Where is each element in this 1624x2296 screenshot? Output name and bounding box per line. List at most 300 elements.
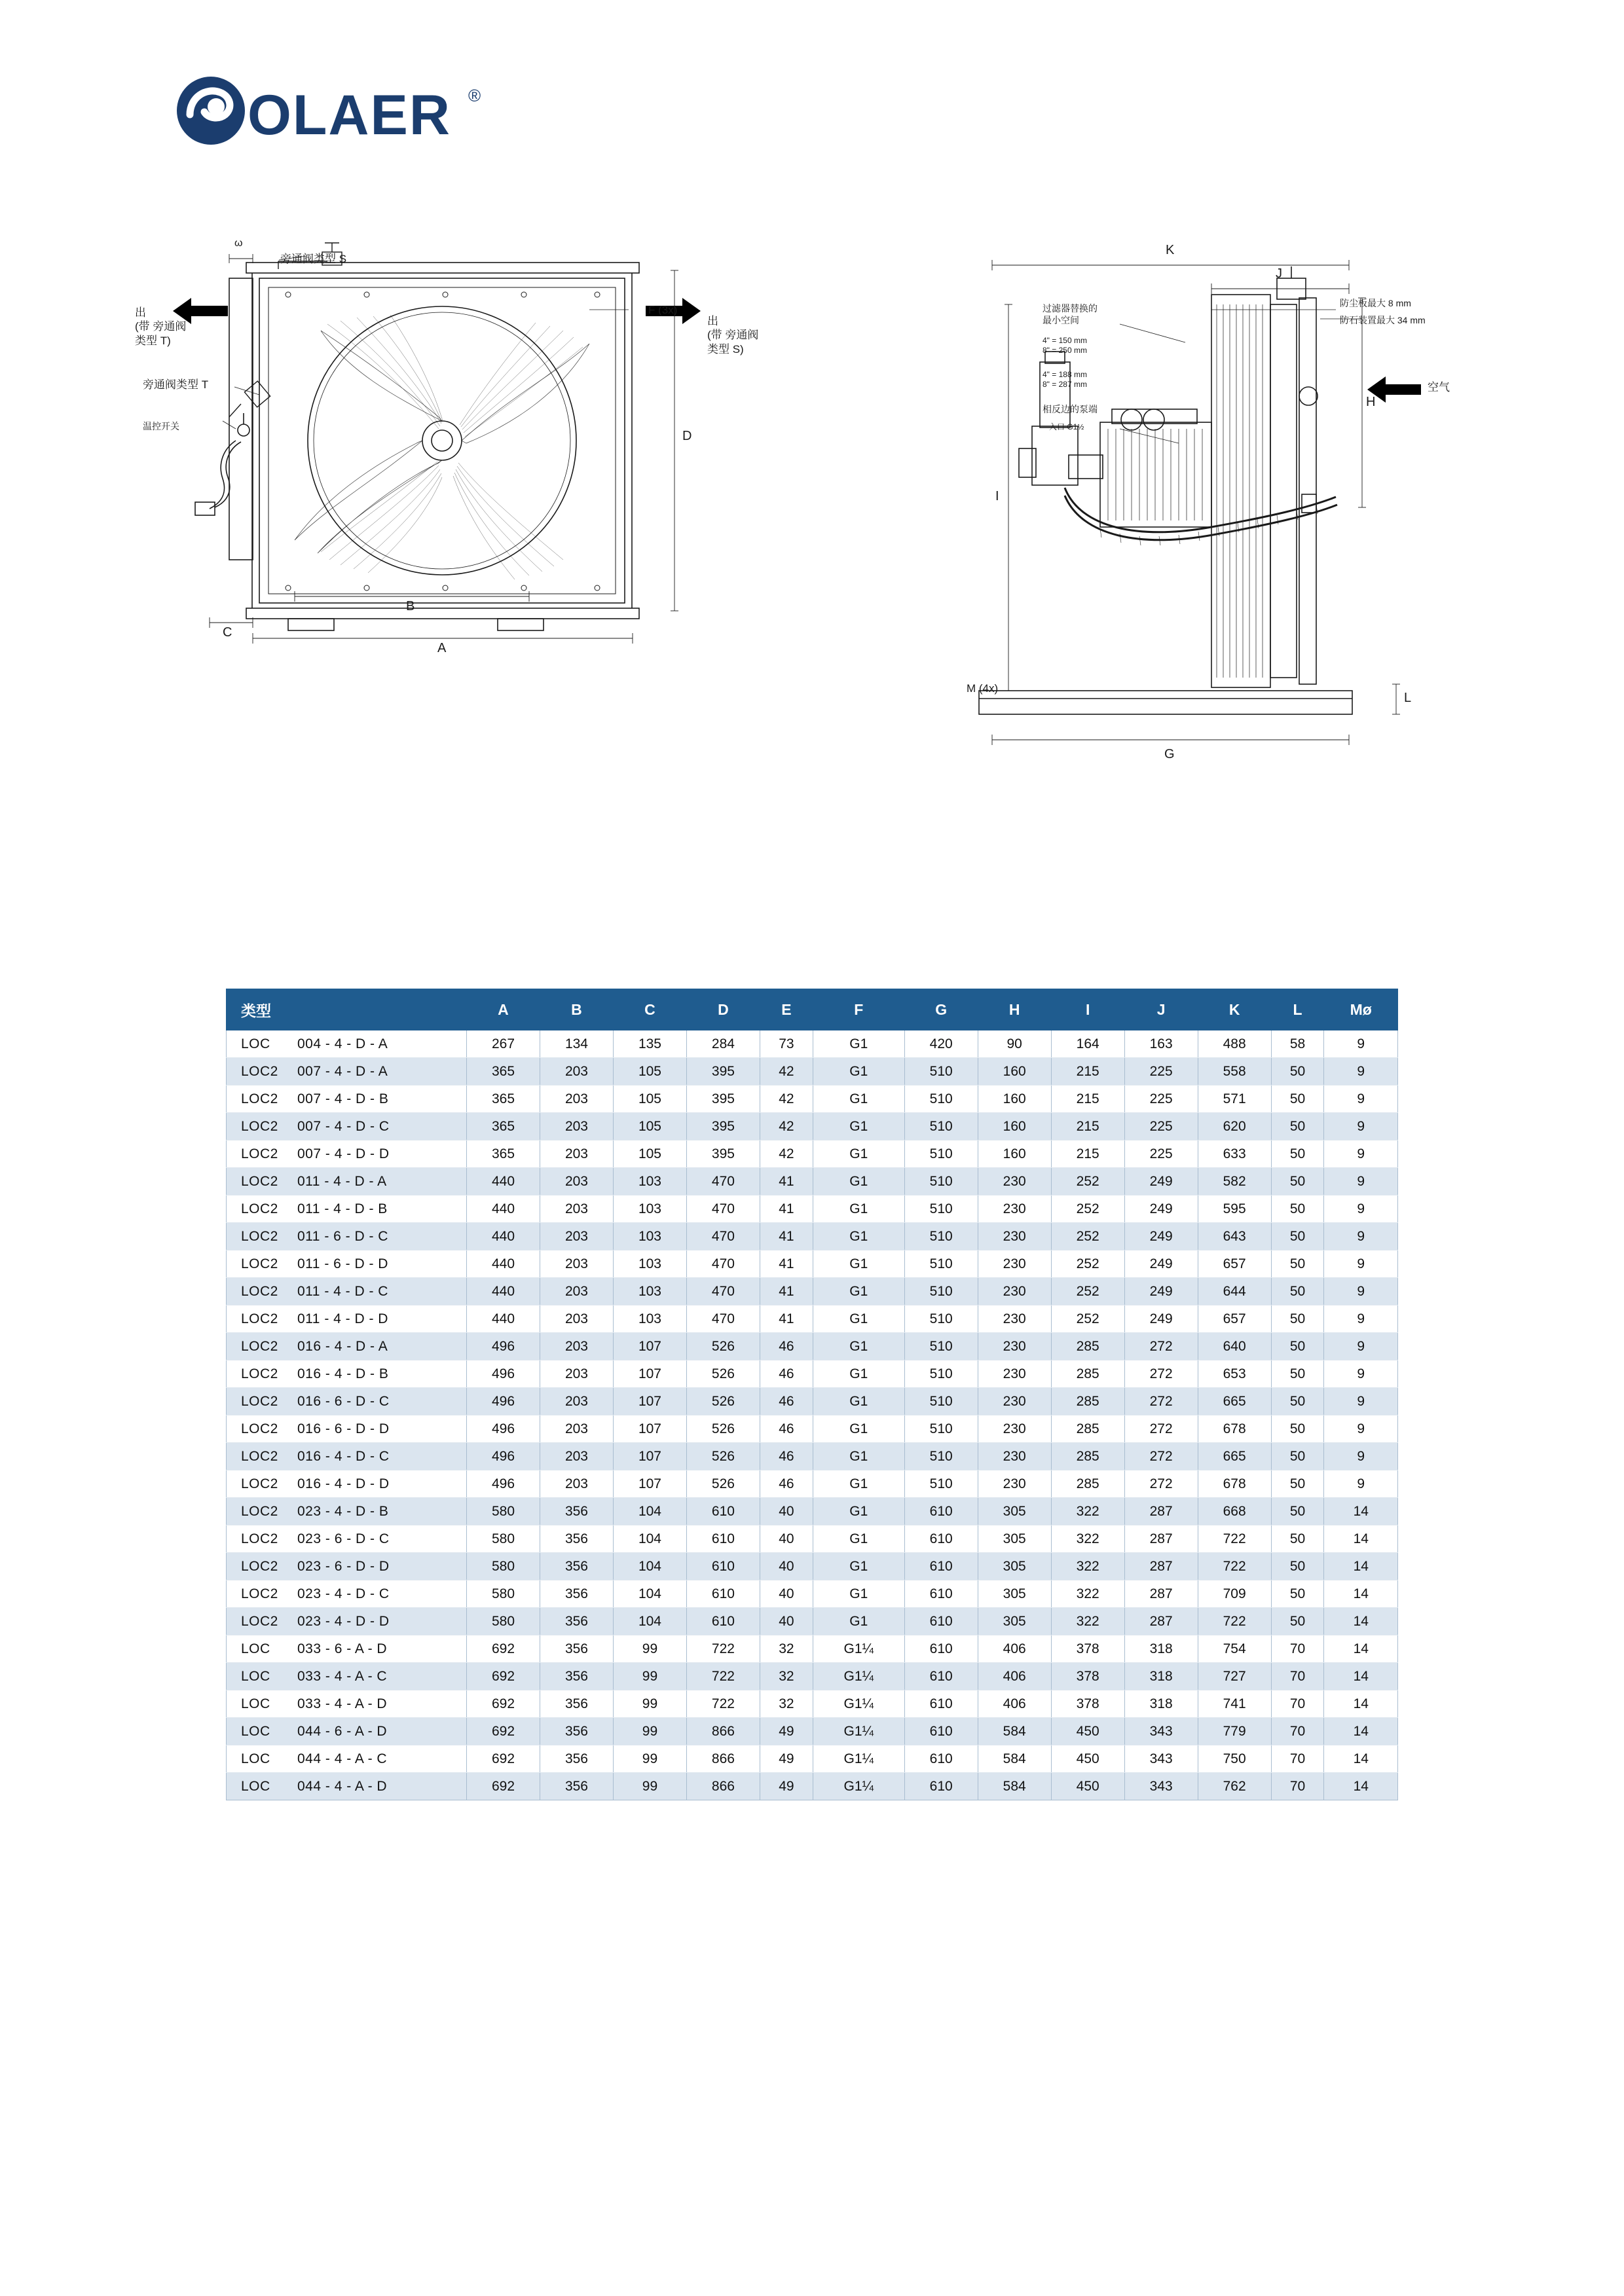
cell-h: 160 (978, 1058, 1051, 1085)
cell-f: G1 (813, 1333, 904, 1360)
table-row (227, 1030, 1398, 1058)
cell-f: G1 (813, 1278, 904, 1305)
label-filter-space-4-8-a: 4" = 150 mm 8" = 250 mm (1043, 336, 1087, 355)
cell-i: 252 (1051, 1168, 1124, 1195)
registered-mark: ® (468, 86, 481, 105)
cell-k: 558 (1198, 1058, 1271, 1085)
table-row (227, 1250, 1398, 1278)
col-header-k: K (1198, 989, 1271, 1030)
cell-g: 510 (904, 1388, 978, 1415)
cell-e: 40 (760, 1608, 813, 1635)
label-bypass-valve-s: 旁通阀类型 S (280, 253, 347, 265)
col-header-l: L (1271, 989, 1324, 1030)
cell-a: 440 (467, 1278, 540, 1305)
table-row (227, 1470, 1398, 1498)
cell-k: 722 (1198, 1525, 1271, 1553)
cell-j: 287 (1124, 1608, 1198, 1635)
table-row (227, 1058, 1398, 1085)
cell-j: 272 (1124, 1443, 1198, 1470)
cell-type (227, 1470, 467, 1498)
dim-g: G (1164, 747, 1175, 761)
cell-type (227, 1580, 467, 1608)
cell-i: 252 (1051, 1305, 1124, 1333)
cell-f: G1 (813, 1140, 904, 1168)
table-row (227, 1773, 1398, 1800)
table-row (227, 1388, 1398, 1415)
col-header-f: F (813, 989, 904, 1030)
cell-i: 322 (1051, 1580, 1124, 1608)
type-series: LOC2 (241, 1118, 278, 1134)
cell-f: G1 (813, 1168, 904, 1195)
cell-j: 287 (1124, 1553, 1198, 1580)
cell-a: 440 (467, 1168, 540, 1195)
cell-g: 510 (904, 1223, 978, 1250)
cell-b: 203 (540, 1195, 613, 1223)
cell-g: 510 (904, 1168, 978, 1195)
cell-i: 252 (1051, 1195, 1124, 1223)
cell-d: 610 (686, 1525, 760, 1553)
label-dust-guard-max: 防尘板最大 8 mm (1340, 298, 1411, 308)
cell-d: 395 (686, 1058, 760, 1085)
cell-c: 103 (613, 1278, 686, 1305)
cell-h: 230 (978, 1470, 1051, 1498)
cell-b: 203 (540, 1443, 613, 1470)
cell-l: 70 (1271, 1635, 1324, 1663)
cell-m: 9 (1324, 1195, 1398, 1223)
dim-a: A (437, 641, 447, 655)
cell-a: 580 (467, 1553, 540, 1580)
cell-b: 203 (540, 1305, 613, 1333)
type-series: LOC2 (241, 1283, 278, 1299)
cell-type (227, 1030, 467, 1058)
cell-type (227, 1498, 467, 1525)
cell-l: 50 (1271, 1553, 1324, 1580)
table-row (227, 1690, 1398, 1718)
cell-m: 14 (1324, 1773, 1398, 1800)
side-view-svg (904, 232, 1565, 776)
type-model: 007 - 4 - D - A (297, 1063, 388, 1079)
cell-g: 610 (904, 1498, 978, 1525)
type-model: 011 - 4 - D - C (297, 1283, 388, 1299)
cell-c: 105 (613, 1113, 686, 1140)
cell-l: 50 (1271, 1525, 1324, 1553)
cell-f: G1 (813, 1553, 904, 1580)
cell-f: G1 (813, 1305, 904, 1333)
cell-e: 46 (760, 1333, 813, 1360)
cell-j: 287 (1124, 1498, 1198, 1525)
table-row (227, 1608, 1398, 1635)
type-series: LOC2 (241, 1421, 278, 1436)
col-header-type: 类型 (227, 989, 467, 1030)
cell-h: 160 (978, 1140, 1051, 1168)
cell-a: 692 (467, 1718, 540, 1745)
cell-k: 665 (1198, 1388, 1271, 1415)
cell-type (227, 1608, 467, 1635)
label-filter-space: 过滤器替换的 最小空间 (1043, 303, 1098, 325)
cell-m: 9 (1324, 1113, 1398, 1140)
cell-k: 644 (1198, 1278, 1271, 1305)
cell-d: 866 (686, 1773, 760, 1800)
label-stone-guard-max: 防石装置最大 34 mm (1340, 315, 1426, 325)
cell-c: 107 (613, 1360, 686, 1388)
cell-type (227, 1278, 467, 1305)
cell-a: 580 (467, 1580, 540, 1608)
cell-c: 105 (613, 1058, 686, 1085)
cell-a: 440 (467, 1250, 540, 1278)
type-model: 023 - 6 - D - D (297, 1558, 390, 1574)
type-series: LOC2 (241, 1338, 278, 1354)
cell-g: 420 (904, 1030, 978, 1058)
cell-m: 14 (1324, 1608, 1398, 1635)
cell-b: 203 (540, 1278, 613, 1305)
dim-w: ω (234, 238, 243, 249)
col-header-j: J (1124, 989, 1198, 1030)
cell-l: 50 (1271, 1580, 1324, 1608)
cell-m: 9 (1324, 1030, 1398, 1058)
cell-a: 496 (467, 1360, 540, 1388)
cell-c: 107 (613, 1415, 686, 1443)
table-row (227, 1140, 1398, 1168)
cell-f: G1 (813, 1415, 904, 1443)
cell-m: 14 (1324, 1745, 1398, 1773)
type-model: 033 - 4 - A - D (297, 1696, 388, 1711)
cell-i: 252 (1051, 1223, 1124, 1250)
dim-b: B (406, 599, 415, 613)
cell-type (227, 1718, 467, 1745)
type-series: LOC2 (241, 1613, 278, 1629)
cell-h: 406 (978, 1663, 1051, 1690)
type-series: LOC2 (241, 1201, 278, 1216)
col-header-b: B (540, 989, 613, 1030)
cell-i: 164 (1051, 1030, 1124, 1058)
cell-l: 70 (1271, 1663, 1324, 1690)
cell-b: 356 (540, 1553, 613, 1580)
cell-h: 230 (978, 1360, 1051, 1388)
cell-h: 406 (978, 1635, 1051, 1663)
cell-f: G1 (813, 1443, 904, 1470)
cell-e: 46 (760, 1388, 813, 1415)
cell-k: 657 (1198, 1305, 1271, 1333)
cell-e: 41 (760, 1168, 813, 1195)
label-air: 空气 (1428, 381, 1450, 393)
cell-e: 42 (760, 1085, 813, 1113)
cell-m: 9 (1324, 1415, 1398, 1443)
cell-d: 526 (686, 1415, 760, 1443)
cell-e: 42 (760, 1140, 813, 1168)
cell-i: 285 (1051, 1470, 1124, 1498)
cell-j: 272 (1124, 1333, 1198, 1360)
cell-m: 14 (1324, 1635, 1398, 1663)
cell-a: 365 (467, 1113, 540, 1140)
cell-f: G1 (813, 1058, 904, 1085)
cell-l: 58 (1271, 1030, 1324, 1058)
cell-d: 470 (686, 1223, 760, 1250)
cell-k: 488 (1198, 1030, 1271, 1058)
brand-logo (170, 69, 550, 157)
col-header-g: G (904, 989, 978, 1030)
cell-a: 496 (467, 1470, 540, 1498)
cell-f: G1 (813, 1470, 904, 1498)
table-row (227, 1333, 1398, 1360)
cell-f: G1¼ (813, 1773, 904, 1800)
cell-b: 203 (540, 1250, 613, 1278)
cell-a: 365 (467, 1140, 540, 1168)
cell-f: G1 (813, 1195, 904, 1223)
cell-type (227, 1168, 467, 1195)
cell-l: 50 (1271, 1443, 1324, 1470)
label-f-3x: F (3x) (648, 304, 678, 316)
cell-g: 510 (904, 1470, 978, 1498)
type-series: LOC2 (241, 1228, 278, 1244)
cell-j: 272 (1124, 1360, 1198, 1388)
dim-d: D (682, 429, 692, 443)
cell-m: 9 (1324, 1250, 1398, 1278)
table-row (227, 1443, 1398, 1470)
cell-i: 285 (1051, 1360, 1124, 1388)
label-pump-opposite-side: 相反边的泵端 (1043, 404, 1098, 414)
cell-c: 104 (613, 1608, 686, 1635)
type-series: LOC2 (241, 1558, 278, 1574)
cell-type (227, 1745, 467, 1773)
cell-g: 510 (904, 1250, 978, 1278)
cell-e: 41 (760, 1278, 813, 1305)
cell-j: 249 (1124, 1250, 1198, 1278)
cell-b: 134 (540, 1030, 613, 1058)
cell-k: 571 (1198, 1085, 1271, 1113)
cell-b: 203 (540, 1333, 613, 1360)
cell-i: 252 (1051, 1278, 1124, 1305)
cell-m: 9 (1324, 1333, 1398, 1360)
col-header-a: A (467, 989, 540, 1030)
table-row (227, 1360, 1398, 1388)
cell-b: 203 (540, 1360, 613, 1388)
cell-a: 496 (467, 1415, 540, 1443)
cell-a: 692 (467, 1663, 540, 1690)
cell-h: 160 (978, 1085, 1051, 1113)
cell-type (227, 1415, 467, 1443)
cell-j: 249 (1124, 1305, 1198, 1333)
cell-d: 395 (686, 1140, 760, 1168)
cell-k: 643 (1198, 1223, 1271, 1250)
cell-i: 378 (1051, 1635, 1124, 1663)
label-m-4x: M (4x) (967, 682, 999, 695)
type-model: 023 - 4 - D - D (297, 1613, 390, 1629)
cell-d: 470 (686, 1195, 760, 1223)
cell-f: G1¼ (813, 1663, 904, 1690)
cell-i: 378 (1051, 1690, 1124, 1718)
table-row (227, 1195, 1398, 1223)
cell-a: 440 (467, 1223, 540, 1250)
cell-l: 50 (1271, 1250, 1324, 1278)
cell-a: 365 (467, 1058, 540, 1085)
cell-e: 46 (760, 1443, 813, 1470)
cell-c: 105 (613, 1085, 686, 1113)
cell-l: 50 (1271, 1058, 1324, 1085)
cell-b: 203 (540, 1058, 613, 1085)
type-model: 033 - 6 - A - D (297, 1641, 388, 1656)
cell-d: 610 (686, 1498, 760, 1525)
cell-b: 203 (540, 1415, 613, 1443)
cell-e: 49 (760, 1745, 813, 1773)
cell-e: 40 (760, 1498, 813, 1525)
cell-type (227, 1663, 467, 1690)
cell-l: 50 (1271, 1140, 1324, 1168)
cell-j: 287 (1124, 1525, 1198, 1553)
cell-j: 249 (1124, 1223, 1198, 1250)
table-row (227, 1525, 1398, 1553)
cell-g: 610 (904, 1635, 978, 1663)
cell-b: 203 (540, 1085, 613, 1113)
table-row (227, 1278, 1398, 1305)
cell-k: 640 (1198, 1333, 1271, 1360)
cell-g: 510 (904, 1195, 978, 1223)
cell-j: 249 (1124, 1168, 1198, 1195)
cell-d: 526 (686, 1333, 760, 1360)
cell-k: 668 (1198, 1498, 1271, 1525)
type-model: 007 - 4 - D - B (297, 1091, 389, 1106)
cell-m: 9 (1324, 1168, 1398, 1195)
cell-l: 70 (1271, 1690, 1324, 1718)
cell-type (227, 1140, 467, 1168)
table-row (227, 1635, 1398, 1663)
cell-b: 203 (540, 1168, 613, 1195)
cell-b: 356 (540, 1663, 613, 1690)
type-model: 044 - 4 - A - D (297, 1778, 388, 1794)
cell-i: 322 (1051, 1553, 1124, 1580)
cell-h: 230 (978, 1333, 1051, 1360)
cell-b: 356 (540, 1580, 613, 1608)
cell-j: 318 (1124, 1635, 1198, 1663)
cell-i: 322 (1051, 1498, 1124, 1525)
cell-b: 203 (540, 1140, 613, 1168)
table-row (227, 1113, 1398, 1140)
cell-i: 215 (1051, 1113, 1124, 1140)
cell-d: 470 (686, 1250, 760, 1278)
cell-f: G1 (813, 1525, 904, 1553)
type-series: LOC (241, 1641, 270, 1656)
cell-l: 50 (1271, 1195, 1324, 1223)
cell-k: 722 (1198, 1553, 1271, 1580)
cell-k: 709 (1198, 1580, 1271, 1608)
cell-k: 653 (1198, 1360, 1271, 1388)
type-series: LOC2 (241, 1063, 278, 1079)
label-outlet-bypass-t: 出 (带 旁通阀 类型 T) (135, 306, 187, 347)
cell-g: 510 (904, 1113, 978, 1140)
cell-i: 285 (1051, 1388, 1124, 1415)
cell-f: G1 (813, 1085, 904, 1113)
table-row (227, 1305, 1398, 1333)
cell-d: 526 (686, 1443, 760, 1470)
cell-d: 526 (686, 1388, 760, 1415)
cell-f: G1 (813, 1498, 904, 1525)
label-outlet-bypass-s: 出 (带 旁通阀 类型 S) (707, 315, 759, 355)
cell-m: 9 (1324, 1085, 1398, 1113)
cell-type (227, 1525, 467, 1553)
type-model: 023 - 6 - D - C (297, 1531, 390, 1546)
cell-d: 866 (686, 1745, 760, 1773)
table-row (227, 1745, 1398, 1773)
cell-j: 272 (1124, 1388, 1198, 1415)
cell-j: 287 (1124, 1580, 1198, 1608)
cell-type (227, 1085, 467, 1113)
type-series: LOC2 (241, 1503, 278, 1519)
cell-h: 406 (978, 1690, 1051, 1718)
cell-h: 230 (978, 1305, 1051, 1333)
cell-type (227, 1195, 467, 1223)
type-series: LOC (241, 1036, 270, 1051)
cell-g: 510 (904, 1415, 978, 1443)
cell-type (227, 1305, 467, 1333)
cell-e: 42 (760, 1058, 813, 1085)
cell-j: 225 (1124, 1085, 1198, 1113)
type-model: 011 - 4 - D - B (297, 1201, 388, 1216)
cell-l: 50 (1271, 1223, 1324, 1250)
cell-l: 50 (1271, 1305, 1324, 1333)
dim-k: K (1166, 243, 1175, 257)
cell-j: 318 (1124, 1690, 1198, 1718)
cell-c: 103 (613, 1305, 686, 1333)
cell-b: 356 (540, 1608, 613, 1635)
cell-h: 230 (978, 1195, 1051, 1223)
cell-m: 9 (1324, 1388, 1398, 1415)
cell-g: 510 (904, 1140, 978, 1168)
label-thermo-switch: 温控开关 (143, 421, 179, 431)
cell-l: 50 (1271, 1360, 1324, 1388)
cell-k: 727 (1198, 1663, 1271, 1690)
label-inlet-g15: 入口 G1½ (1049, 422, 1084, 431)
cell-f: G1 (813, 1030, 904, 1058)
type-series: LOC (241, 1696, 270, 1711)
cell-g: 610 (904, 1745, 978, 1773)
cell-b: 356 (540, 1745, 613, 1773)
cell-f: G1 (813, 1608, 904, 1635)
cell-l: 50 (1271, 1608, 1324, 1635)
cell-a: 580 (467, 1525, 540, 1553)
type-model: 033 - 4 - A - C (297, 1668, 388, 1684)
type-series: LOC (241, 1723, 270, 1739)
side-view-drawing (904, 232, 1565, 776)
cell-b: 356 (540, 1773, 613, 1800)
cell-e: 46 (760, 1360, 813, 1388)
cell-e: 73 (760, 1030, 813, 1058)
cell-k: 750 (1198, 1745, 1271, 1773)
cell-j: 225 (1124, 1140, 1198, 1168)
cell-h: 305 (978, 1498, 1051, 1525)
cell-k: 620 (1198, 1113, 1271, 1140)
cell-m: 14 (1324, 1690, 1398, 1718)
cell-a: 440 (467, 1305, 540, 1333)
cell-c: 99 (613, 1690, 686, 1718)
cell-c: 107 (613, 1388, 686, 1415)
cell-c: 103 (613, 1223, 686, 1250)
cell-i: 450 (1051, 1718, 1124, 1745)
cell-l: 50 (1271, 1278, 1324, 1305)
cell-c: 99 (613, 1773, 686, 1800)
cell-k: 754 (1198, 1635, 1271, 1663)
cell-type (227, 1553, 467, 1580)
col-header-i: I (1051, 989, 1124, 1030)
cell-k: 595 (1198, 1195, 1271, 1223)
cell-type (227, 1223, 467, 1250)
cell-j: 343 (1124, 1718, 1198, 1745)
cell-type (227, 1360, 467, 1388)
cell-m: 9 (1324, 1278, 1398, 1305)
cell-d: 284 (686, 1030, 760, 1058)
table-header-row (227, 989, 1398, 1030)
cell-j: 343 (1124, 1745, 1198, 1773)
table-row (227, 1663, 1398, 1690)
dim-c: C (223, 625, 232, 640)
